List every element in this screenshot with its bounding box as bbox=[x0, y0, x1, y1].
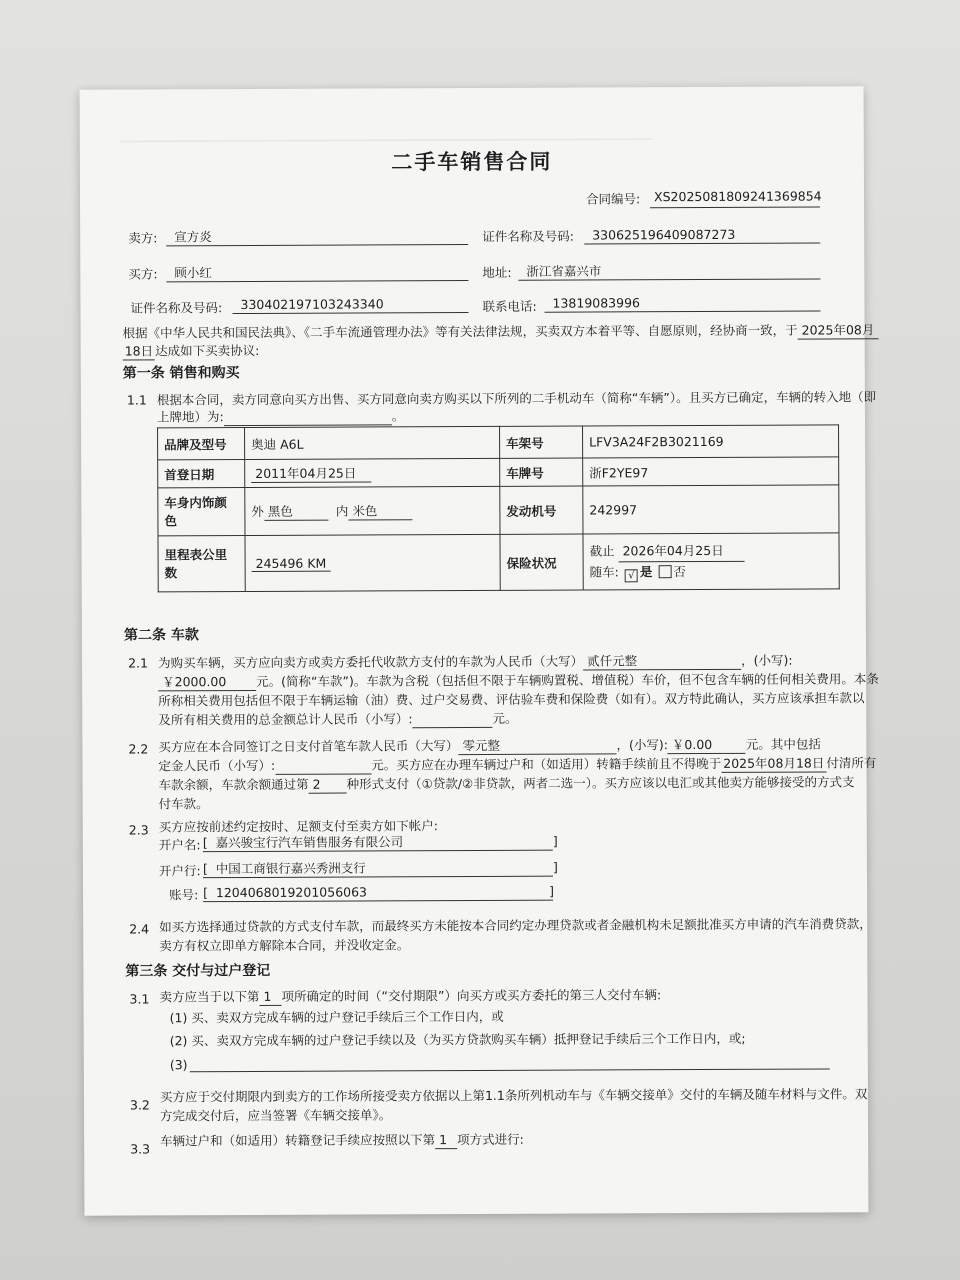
clause-3-1-text: 项所确定的时间（“交付期限”）向买方或买方委托的第三人交付车辆: bbox=[281, 987, 662, 1004]
clause-2-2-line-4: 付车款。 bbox=[158, 796, 209, 812]
contract-title: 二手车销售合同 bbox=[391, 149, 553, 175]
account-name-value: 嘉兴骏宝行汽车销售服务有限公司 bbox=[215, 834, 404, 851]
contract-page bbox=[80, 86, 879, 1215]
clause-2-2-text: 种形式支付（①贷款/②非贷款，两者二选一）。买方应该以电汇或其他卖方能够接受的方式支 bbox=[346, 774, 855, 792]
clause-2-2-text: 付清所有 bbox=[826, 755, 877, 771]
account-no-value: 1204068019201056063 bbox=[215, 884, 368, 901]
underline bbox=[650, 206, 820, 208]
underline bbox=[518, 278, 820, 280]
clause-number: 2.4 bbox=[129, 921, 150, 937]
delivery-item-no: 1 bbox=[259, 989, 281, 1006]
clause-2-2-line-1 bbox=[158, 736, 821, 756]
clause-2-2-text: 元。买方应在办理车辆过户和（如适用）转籍手续前且不得晚于 bbox=[371, 755, 722, 773]
clause-2-2-line-3 bbox=[159, 774, 855, 794]
contract-no-label: 合同编号: bbox=[585, 191, 641, 207]
price-uppercase: 贰仟元整 bbox=[583, 653, 741, 671]
clause-3-3-text: 车辆过户和（如适用）转籍登记手续应按照以下第 bbox=[160, 1132, 436, 1149]
plate-value: 浙F2YE97 bbox=[583, 457, 839, 486]
clause-3-1-text: 卖方应当于以下第 bbox=[159, 988, 260, 1005]
underline bbox=[233, 312, 469, 314]
buyer-label: 买方: bbox=[128, 266, 158, 282]
bank-name: [ 中国工商银行嘉兴秀洲支行 bbox=[202, 860, 366, 877]
deposit-blank bbox=[275, 757, 371, 774]
underline bbox=[545, 310, 821, 312]
mileage-cell bbox=[245, 534, 500, 591]
table-row bbox=[158, 425, 839, 460]
account-no-label: 账号: bbox=[169, 887, 199, 903]
buyer-phone: 13819083996 bbox=[552, 295, 640, 311]
with-car-label: 随车: bbox=[589, 564, 619, 580]
first-payment-lowercase: ￥0.00 bbox=[668, 737, 746, 754]
clause-2-2-text: 元。其中包括 bbox=[745, 736, 821, 752]
clause-2-2-text: 买方应在本合同签订之日支付首笔车款人民币（大写） bbox=[158, 738, 459, 755]
clause-number: 3.1 bbox=[129, 991, 150, 1007]
clause-3-1-line-1 bbox=[159, 987, 661, 1006]
buyer-address: 浙江省嘉兴市 bbox=[526, 263, 602, 279]
buyer-address-label: 地址: bbox=[482, 264, 512, 280]
delivery-option-2: (2) 买、卖双方完成车辆的过户登记手续以及（为买方贷款购买车辆）抵押登记手续后三个工作日内，或; bbox=[169, 1030, 746, 1049]
clause-number: 3.3 bbox=[130, 1141, 151, 1157]
bracket-close: ] bbox=[549, 883, 554, 899]
buyer-id-label: 证件名称及号码: bbox=[130, 300, 223, 316]
bleed-through-text: ▁▁▁▁▁▁▁▁▁▁▁▁▁▁▁▁▁▁▁▁▁▁▁▁▁▁▁▁▁▁▁▁▁▁▁▁▁▁▁▁▁▁▁▁▁▁▁▁▁▁▁▁▁▁▁▁▁▁▁▁▁▁▁ bbox=[119, 127, 653, 143]
table-row bbox=[158, 533, 839, 592]
underline bbox=[190, 1068, 830, 1072]
intro-date-year-month: 2025年08月 bbox=[798, 322, 879, 339]
clause-2-2-line-2 bbox=[158, 755, 876, 775]
clause-number: 3.2 bbox=[129, 1097, 150, 1113]
engine-label: 发动机号 bbox=[500, 486, 583, 534]
buyer-phone-label: 联系电话: bbox=[482, 298, 537, 314]
underline bbox=[166, 280, 468, 282]
clause-number: 2.2 bbox=[128, 741, 149, 757]
clause-2-1-text: 元。(简称“车款”)。车款为含税（包括但不限于车辆购置税、增值税）车价，但不包含车辆的任何相关费用。本条 bbox=[256, 671, 879, 689]
no-label: 否 bbox=[673, 564, 686, 580]
contract-no: XS2025081809241369854 bbox=[653, 188, 822, 205]
underline bbox=[203, 876, 553, 879]
insurance-date: 2026年04月25日 bbox=[619, 541, 745, 563]
clause-number: 1.1 bbox=[126, 392, 147, 408]
article-1-title: 第一条 销售和购买 bbox=[122, 365, 240, 382]
insurance-prefix: 截止 bbox=[589, 543, 615, 559]
underline bbox=[584, 242, 820, 244]
seller-id: 330625196409087273 bbox=[592, 226, 736, 243]
insurance-expiry bbox=[590, 540, 833, 562]
clause-2-2-text: ，(小写): bbox=[616, 737, 668, 753]
seller-id-label: 证件名称及号码: bbox=[482, 228, 574, 244]
clause-2-4-line-1: 如买方选择通过贷款的方式支付车款，而最终买方未能按本合同约定办理贷款或者金融机构未足额批准买方申请的汽车消费贷款， bbox=[159, 916, 872, 935]
account-name-label: 开户名: bbox=[158, 837, 201, 853]
payment-method: 2 bbox=[309, 777, 347, 794]
yes-checkbox: √ bbox=[625, 569, 638, 582]
bracket-close: ] bbox=[552, 833, 558, 849]
total-amount-blank bbox=[412, 711, 492, 728]
yes-label: 是 bbox=[639, 564, 653, 580]
payment-deadline: 2025年08月18日 bbox=[721, 755, 826, 772]
underline bbox=[166, 244, 468, 246]
brand-value: 奥迪 A6L bbox=[245, 426, 500, 459]
buyer-id: 330402197103243340 bbox=[240, 296, 384, 313]
exterior-label: 外 bbox=[251, 503, 264, 519]
clause-2-3-text: 买方应按前述约定按时、足额支付至卖方如下帐户: bbox=[158, 818, 439, 835]
bank-name-value: 中国工商银行嘉兴秀洲支行 bbox=[215, 860, 366, 877]
intro-part-2: 达成如下买卖协议: bbox=[155, 342, 260, 359]
bracket-close: ] bbox=[552, 859, 558, 875]
clause-2-2-text: 车款余额，车款余额通过第 bbox=[158, 776, 309, 793]
with-car-row bbox=[590, 561, 833, 582]
intro-part-1: 根据《中华人民共和国民法典》、《二手车流通管理办法》等有关法律法规，买卖双方本着平等、自愿原则，经协商一致，于 bbox=[122, 322, 798, 341]
clause-1-1-line-2 bbox=[157, 408, 404, 426]
brand-label: 品牌及型号 bbox=[158, 427, 245, 459]
price-lowercase: ￥2000.00 bbox=[158, 674, 256, 691]
table-row bbox=[158, 457, 839, 488]
interior-color: 米色 bbox=[348, 501, 412, 520]
delivery-option-1: (1) 买、卖双方完成车辆的过户登记手续后三个工作日内，或 bbox=[169, 1008, 504, 1026]
insurance-label: 保险状况 bbox=[500, 534, 583, 590]
clause-3-3-line-1 bbox=[160, 1132, 524, 1151]
bank-label: 开户行: bbox=[158, 863, 201, 879]
article-3-title: 第三条 交付与过户登记 bbox=[125, 962, 271, 980]
clause-2-1-text: ，(小写): bbox=[741, 652, 793, 668]
period: 。 bbox=[391, 408, 405, 424]
reg-date-value: 2011年04月25日 bbox=[251, 463, 371, 483]
clause-2-1-text: 元。 bbox=[492, 710, 518, 726]
no-checkbox bbox=[658, 565, 671, 578]
clause-1-1-line-1: 根据本合同，卖方同意向买方出售、买方同意向卖方购买以下所列的二手机动车（简称“车辆”）。且买方已确定，车辆的转入地（即 bbox=[156, 389, 877, 408]
clause-3-3-text: 项方式进行: bbox=[457, 1131, 524, 1148]
plate-label: 车牌号 bbox=[500, 458, 583, 486]
registration-place-blank bbox=[224, 408, 392, 426]
buyer-name: 顾小红 bbox=[174, 265, 212, 281]
intro-date-day: 18日 bbox=[123, 343, 155, 360]
reg-date-cell bbox=[245, 458, 500, 487]
underline bbox=[203, 900, 553, 903]
clause-number: 2.3 bbox=[128, 822, 149, 838]
clause-2-1-line-2 bbox=[158, 671, 879, 691]
clause-2-1-line-3: 所称相关费用包括但不限于车辆运输（油）费、过户交易费、评估验车费和保险费（如有）。双方特此确认，买方应该承担车款以 bbox=[158, 690, 865, 709]
seller-name: 宣方炎 bbox=[174, 229, 212, 245]
engine-value: 242997 bbox=[583, 485, 839, 534]
clause-2-1-line-4 bbox=[158, 711, 517, 730]
color-cell bbox=[245, 486, 500, 535]
insurance-cell bbox=[583, 533, 839, 590]
article-2-title: 第二条 车款 bbox=[123, 627, 199, 644]
clause-2-1-text: 及所有相关费用的总金额总计人民币（小写）: bbox=[158, 711, 413, 728]
vehicle-info-table bbox=[157, 424, 840, 592]
intro-text bbox=[123, 322, 879, 342]
clause-2-1-text: 为购买车辆，买方应向卖方或卖方委托代收款方支付的车款为人民币（大写） bbox=[158, 653, 584, 671]
table-row bbox=[158, 485, 839, 536]
first-payment-uppercase: 零元整 bbox=[458, 737, 616, 755]
delivery-option-3: (3) bbox=[169, 1057, 188, 1073]
mileage-label: 里程表公里数 bbox=[158, 535, 245, 591]
clause-number: 2.1 bbox=[128, 655, 148, 671]
account-no: [ 1204068019201056063 bbox=[203, 884, 368, 901]
vin-label: 车架号 bbox=[500, 426, 583, 458]
clause-1-1-text: 上牌地）为: bbox=[156, 409, 224, 425]
intro-text-2 bbox=[123, 343, 260, 361]
reg-date-label: 首登日期 bbox=[158, 459, 245, 487]
transfer-item-no: 1 bbox=[435, 1132, 457, 1149]
seller-label: 卖方: bbox=[128, 230, 158, 246]
clause-3-2-line-1: 买方应于交付期限内到卖方的工作场所接受卖方依据以上第1.1条所列机动车与《车辆交接单》交付的车辆及随车材料与文件。双 bbox=[159, 1086, 868, 1105]
mileage-value: 245496 KM bbox=[252, 555, 331, 571]
exterior-color: 黑色 bbox=[264, 502, 328, 521]
color-label: 车身内饰颜色 bbox=[158, 487, 245, 535]
vin-value: LFV3A24F2B3021169 bbox=[583, 425, 839, 458]
clause-2-2-text: 定金人民币（小写）: bbox=[158, 757, 276, 774]
clause-2-4-line-2: 卖方有权立即单方解除本合同，并没收定金。 bbox=[159, 937, 410, 954]
account-name: [ 嘉兴骏宝行汽车销售服务有限公司 bbox=[202, 834, 404, 851]
clause-2-1-line-1 bbox=[158, 653, 793, 673]
interior-label: 内 bbox=[335, 503, 349, 519]
clause-3-2-line-2: 方完成交付后，应当签署《车辆交接单》。 bbox=[159, 1107, 392, 1124]
underline bbox=[203, 850, 553, 853]
